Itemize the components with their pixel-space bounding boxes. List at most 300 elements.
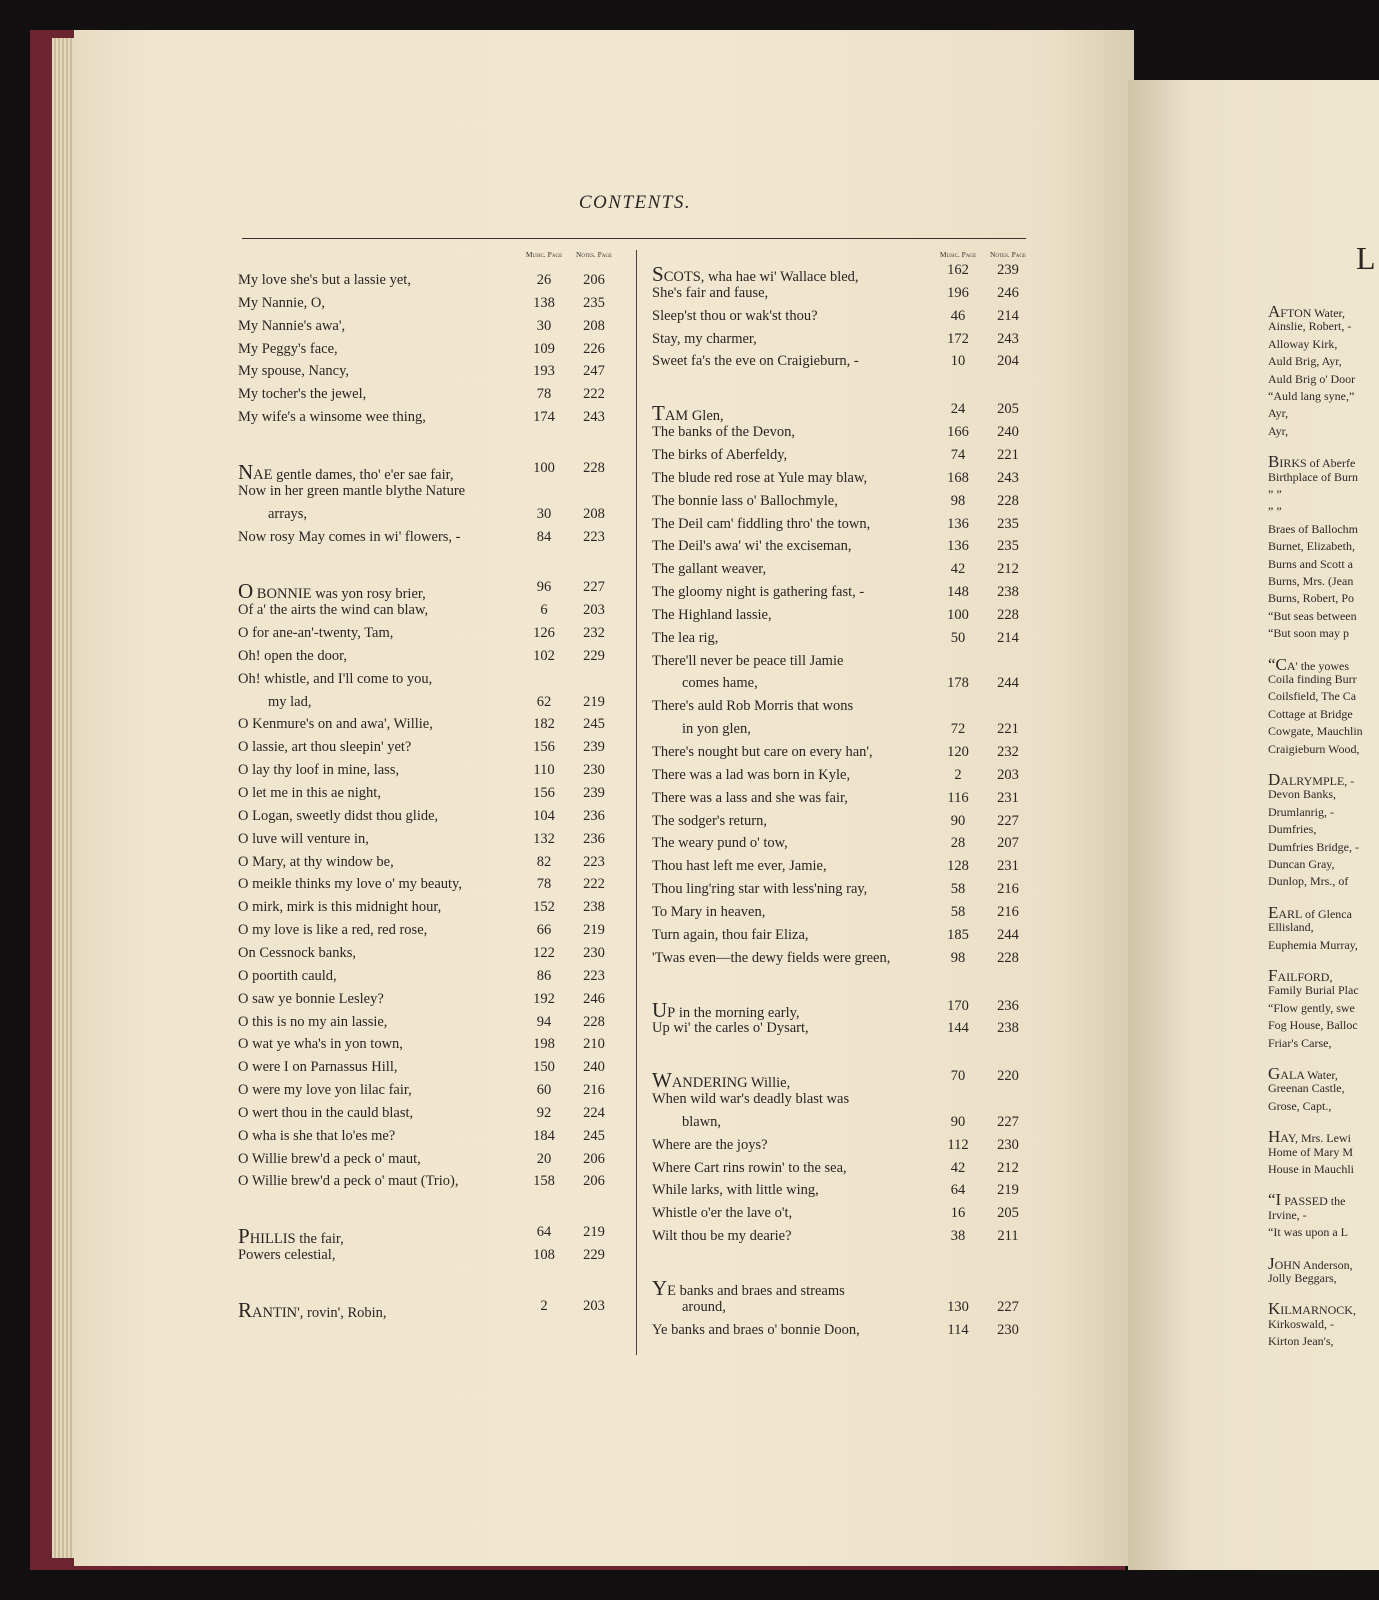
song-title bbox=[652, 813, 767, 830]
index-entry-text: ALRYMPLE, - bbox=[1280, 774, 1355, 788]
music-page-number: 78 bbox=[536, 876, 552, 893]
index-entry-text: “But seas between bbox=[1268, 608, 1357, 623]
index-entry-text: Auld Brig o' Door bbox=[1268, 371, 1356, 386]
index-entry-text: A' the yowes bbox=[1286, 658, 1350, 673]
music-page-number: 90 bbox=[950, 1113, 966, 1130]
contents-row bbox=[652, 1137, 1042, 1160]
index-entry-text: Burns, Robert, Po bbox=[1268, 591, 1355, 606]
index-entry-text: ” ” bbox=[1268, 487, 1282, 501]
title-text: O saw ye bonnie Lesley? bbox=[238, 990, 384, 1007]
contents-row bbox=[652, 950, 1042, 973]
index-entry-text: Fog House, Balloc bbox=[1268, 1018, 1358, 1033]
song-title bbox=[238, 1224, 344, 1249]
notes-page-number: 240 bbox=[997, 424, 1019, 441]
notes-page-number: 203 bbox=[583, 1298, 605, 1314]
song-title bbox=[238, 460, 454, 485]
title-text: My Nannie's awa', bbox=[238, 317, 346, 334]
index-entry-text: Coila finding Burr bbox=[1268, 672, 1357, 686]
index-entry bbox=[1268, 920, 1314, 935]
contents-row bbox=[652, 470, 1042, 493]
notes-page-number: 203 bbox=[583, 602, 605, 619]
music-page-number: 192 bbox=[533, 990, 555, 1007]
song-title bbox=[238, 625, 393, 642]
music-page-number: 78 bbox=[536, 386, 552, 403]
contents-row bbox=[652, 767, 1042, 790]
notes-page-number: 208 bbox=[583, 505, 605, 522]
song-title bbox=[238, 1298, 387, 1323]
index-entry bbox=[1268, 672, 1357, 687]
title-text: While larks, with little wing, bbox=[652, 1182, 819, 1199]
song-title bbox=[652, 790, 848, 807]
song-title bbox=[652, 927, 809, 944]
index-entry bbox=[1268, 1208, 1307, 1223]
title-text: O mirk, mirk is this midnight hour, bbox=[238, 899, 442, 916]
song-title bbox=[238, 739, 411, 756]
notes-page-number: 219 bbox=[583, 693, 605, 710]
index-entry-text: Alloway Kirk, bbox=[1268, 336, 1338, 351]
title-text: O Logan, sweetly didst thou glide, bbox=[238, 807, 439, 824]
song-title bbox=[652, 1160, 847, 1177]
notes-page-number: 206 bbox=[583, 1150, 605, 1167]
title-text: The blude red rose at Yule may blaw, bbox=[652, 469, 868, 486]
contents-row bbox=[652, 1182, 1042, 1205]
index-entry-text: Kirton Jean's, bbox=[1268, 1334, 1334, 1349]
title-text: To Mary in heaven, bbox=[652, 903, 766, 920]
small-caps-word: E bbox=[667, 1283, 677, 1299]
title-text: gentle dames, tho' e'er sae fair, bbox=[272, 466, 454, 483]
notes-page-number: 221 bbox=[997, 446, 1019, 463]
index-entry-text: OHN Anderson, bbox=[1274, 1257, 1353, 1272]
music-page-number: 104 bbox=[533, 807, 555, 824]
contents-row bbox=[238, 295, 628, 318]
music-page-header: Music. Page bbox=[939, 250, 977, 259]
contents-row bbox=[238, 808, 628, 831]
contents-row bbox=[238, 694, 628, 717]
index-entry bbox=[1268, 707, 1353, 722]
song-title bbox=[652, 331, 757, 348]
title-text: O wha is she that lo'es me? bbox=[238, 1127, 396, 1144]
notes-page-number: 203 bbox=[997, 766, 1019, 783]
notes-page-number: 240 bbox=[583, 1059, 605, 1076]
title-text: the fair, bbox=[295, 1231, 344, 1248]
initial-capital: D bbox=[1268, 770, 1281, 789]
contents-row bbox=[238, 785, 628, 808]
notes-page-number: 216 bbox=[997, 903, 1019, 920]
music-page-number: 114 bbox=[947, 1321, 969, 1338]
title-text: Whistle o'er the lave o't, bbox=[652, 1205, 793, 1222]
index-entry bbox=[1268, 574, 1353, 589]
notes-page-number: 205 bbox=[997, 401, 1019, 418]
notes-page-header: Notes. Page bbox=[575, 250, 613, 259]
notes-page-number: 208 bbox=[583, 317, 605, 334]
index-entry bbox=[1268, 1317, 1334, 1332]
contents-row bbox=[652, 630, 1042, 653]
title-text: Where are the joys? bbox=[652, 1136, 768, 1153]
music-page-number: 20 bbox=[536, 1150, 552, 1167]
index-entry bbox=[1268, 522, 1358, 537]
index-entry-text: Burns and Scott a bbox=[1268, 556, 1353, 571]
title-text: in yon glen, bbox=[682, 721, 751, 738]
title-text: , rovin', Robin, bbox=[299, 1305, 387, 1321]
initial-capital: S bbox=[652, 262, 664, 286]
music-page-number: 6 bbox=[540, 602, 548, 619]
title-text: O wat ye wha's in yon town, bbox=[238, 1036, 403, 1053]
notes-page-number: 245 bbox=[583, 1127, 605, 1144]
song-title bbox=[238, 529, 461, 546]
song-title bbox=[652, 561, 766, 578]
notes-page-number: 223 bbox=[583, 528, 605, 545]
notes-page-number: 229 bbox=[583, 647, 605, 664]
index-entry bbox=[1268, 372, 1355, 387]
index-entry-text: Euphemia Murray, bbox=[1268, 937, 1358, 952]
initial-capital: U bbox=[652, 997, 668, 1022]
music-page-number: 100 bbox=[947, 606, 969, 623]
song-title bbox=[238, 671, 432, 688]
notes-page-number: 236 bbox=[583, 830, 605, 847]
small-caps-word: COTS bbox=[663, 269, 701, 285]
contents-row bbox=[238, 945, 628, 968]
music-page-number: 86 bbox=[536, 967, 552, 984]
contents-row bbox=[238, 341, 628, 364]
contents-row bbox=[652, 813, 1042, 836]
music-page-number: 170 bbox=[947, 997, 969, 1014]
notes-page-number: 223 bbox=[583, 967, 605, 984]
notes-page-number: 207 bbox=[997, 835, 1019, 852]
contents-row bbox=[238, 460, 628, 483]
music-page-number: 196 bbox=[947, 284, 969, 301]
music-page-number: 168 bbox=[947, 469, 969, 486]
contents-row bbox=[238, 1128, 628, 1151]
notes-page-number: 243 bbox=[997, 330, 1019, 347]
song-title bbox=[652, 767, 850, 784]
contents-row bbox=[652, 401, 1042, 424]
contents-row bbox=[238, 1173, 628, 1196]
initial-capital: W bbox=[652, 1068, 672, 1093]
song-title bbox=[652, 401, 724, 426]
music-page-number: 156 bbox=[533, 785, 555, 801]
title-text: There was a lad was born in Kyle, bbox=[652, 766, 851, 783]
contents-row bbox=[238, 648, 628, 671]
title-text: There was a lass and she was fair, bbox=[652, 789, 848, 806]
notes-page-number: 238 bbox=[583, 899, 605, 916]
song-title bbox=[652, 630, 718, 647]
contents-row bbox=[238, 762, 628, 785]
title-text: was yon rosy brier, bbox=[311, 586, 426, 603]
contents-row bbox=[238, 409, 628, 432]
notes-page-number: 227 bbox=[583, 579, 605, 596]
music-page-number: 166 bbox=[947, 424, 969, 441]
title-text: Where Cart rins rowin' to the sea, bbox=[652, 1159, 847, 1176]
index-entry bbox=[1268, 1162, 1354, 1177]
music-page-number: 100 bbox=[533, 459, 555, 476]
music-page-number: 174 bbox=[533, 409, 555, 426]
index-entry-text: “But soon may p bbox=[1268, 626, 1349, 641]
title-text: O poortith cauld, bbox=[238, 967, 337, 984]
index-entry bbox=[1268, 424, 1288, 439]
song-title bbox=[238, 1173, 459, 1190]
contents-row bbox=[238, 386, 628, 409]
notes-page-number: 226 bbox=[583, 340, 605, 357]
title-text: Now in her green mantle blythe Nature bbox=[238, 482, 466, 499]
song-title bbox=[652, 881, 867, 898]
index-entry bbox=[1268, 1001, 1355, 1016]
notes-page-number: 231 bbox=[997, 789, 1019, 806]
title-text: around, bbox=[682, 1298, 726, 1315]
contents-row bbox=[652, 538, 1042, 561]
index-entry bbox=[1268, 1081, 1345, 1096]
music-page-number: 178 bbox=[947, 675, 969, 692]
title-text: My wife's a winsome wee thing, bbox=[238, 409, 426, 426]
song-title bbox=[238, 716, 433, 733]
index-entry-text: Drumlanrig, - bbox=[1268, 804, 1334, 819]
song-title bbox=[238, 1247, 335, 1264]
index-entry-text: Ellisland, bbox=[1268, 920, 1314, 935]
title-text: The Highland lassie, bbox=[652, 606, 772, 623]
contents-row bbox=[652, 285, 1042, 308]
song-title bbox=[652, 493, 838, 510]
contents-row bbox=[238, 1014, 628, 1037]
index-entry bbox=[1268, 822, 1316, 837]
contents-row bbox=[652, 584, 1042, 607]
notes-page-number: 236 bbox=[583, 807, 605, 824]
notes-page-number: 219 bbox=[997, 1182, 1019, 1199]
title-text: She's fair and fause, bbox=[652, 284, 769, 301]
initial-capital: P bbox=[238, 1224, 250, 1249]
music-page-number: 70 bbox=[950, 1068, 966, 1085]
music-page-number: 64 bbox=[950, 1182, 966, 1199]
title-text: O wert thou in the cauld blast, bbox=[238, 1104, 414, 1121]
music-page-number: 30 bbox=[536, 505, 552, 522]
initial-capital: “I bbox=[1268, 1190, 1282, 1210]
notes-page-number: 219 bbox=[583, 922, 605, 939]
title-text: When wild war's deadly blast was bbox=[652, 1091, 850, 1108]
song-title bbox=[238, 363, 349, 380]
index-entry bbox=[1268, 1018, 1358, 1033]
notes-page-number: 230 bbox=[997, 1136, 1019, 1153]
notes-page-number: 214 bbox=[997, 307, 1019, 324]
title-text: My love she's but a lassie yet, bbox=[238, 272, 411, 288]
song-title bbox=[268, 506, 307, 523]
initial-capital: J bbox=[1268, 1253, 1275, 1273]
music-page-number: 66 bbox=[536, 922, 552, 939]
contents-row bbox=[652, 1276, 1042, 1299]
song-title bbox=[238, 318, 345, 335]
music-page-number: 42 bbox=[950, 561, 966, 578]
notes-page-number: 221 bbox=[997, 721, 1019, 738]
notes-page-number: 204 bbox=[997, 353, 1019, 370]
song-title bbox=[652, 1276, 845, 1301]
music-page-number: 64 bbox=[536, 1224, 552, 1241]
song-title bbox=[238, 831, 369, 848]
contents-row bbox=[652, 698, 1042, 721]
contents-row bbox=[652, 1228, 1042, 1251]
song-title bbox=[652, 950, 890, 967]
title-text: The lea rig, bbox=[652, 629, 719, 646]
music-page-number: 58 bbox=[950, 903, 966, 920]
notes-page-number: 227 bbox=[997, 812, 1019, 829]
music-page-number: 96 bbox=[536, 579, 552, 596]
initial-capital: B bbox=[1268, 452, 1280, 472]
song-title bbox=[652, 904, 765, 921]
notes-page-number: 205 bbox=[997, 1205, 1019, 1222]
music-page-number: 138 bbox=[533, 294, 555, 311]
notes-page-number: 206 bbox=[583, 1173, 605, 1190]
notes-page-number: 236 bbox=[997, 997, 1019, 1014]
index-entry bbox=[1268, 539, 1355, 554]
index-entry-text: Dumfries, bbox=[1268, 822, 1317, 837]
song-title bbox=[238, 899, 441, 916]
initial-capital: A bbox=[1268, 302, 1281, 321]
music-page-number: 42 bbox=[950, 1159, 966, 1176]
index-entry-text: Cottage at Bridge bbox=[1268, 706, 1353, 721]
contents-row bbox=[238, 602, 628, 625]
title-text: There's nought but care on every han', bbox=[652, 744, 873, 760]
title-text: Of a' the airts the wind can blaw, bbox=[238, 602, 429, 619]
contents-row bbox=[652, 1068, 1042, 1091]
title-text: Wilt thou be my dearie? bbox=[652, 1228, 792, 1245]
contents-row bbox=[652, 1114, 1042, 1137]
contents-row bbox=[238, 529, 628, 552]
index-entry-text: AILFORD, bbox=[1277, 970, 1333, 984]
title-text: O luve will venture in, bbox=[238, 830, 369, 847]
index-entry-text: Birthplace of Burn bbox=[1268, 469, 1358, 484]
song-title bbox=[238, 1082, 412, 1099]
title-text: my lad, bbox=[268, 693, 312, 710]
title-text: O let me in this ae night, bbox=[238, 785, 381, 801]
music-page-number: 62 bbox=[536, 693, 552, 710]
notes-page-number: 230 bbox=[583, 944, 605, 961]
music-page-number: 112 bbox=[947, 1136, 969, 1153]
song-title bbox=[238, 1036, 403, 1053]
notes-page-number: 227 bbox=[997, 1298, 1019, 1315]
song-title bbox=[238, 341, 338, 358]
contents-row bbox=[238, 1247, 628, 1270]
song-title bbox=[652, 538, 852, 555]
notes-page-number: 238 bbox=[997, 1020, 1019, 1037]
index-entry-text: Braes of Ballochm bbox=[1268, 521, 1358, 536]
song-title bbox=[238, 386, 366, 403]
contents-row bbox=[238, 1082, 628, 1105]
notes-page-number: 224 bbox=[583, 1104, 605, 1121]
index-entry-text: Ainslie, Robert, - bbox=[1268, 319, 1352, 334]
music-page-number: 156 bbox=[533, 739, 555, 756]
music-page-number: 185 bbox=[947, 926, 969, 943]
song-title bbox=[652, 308, 818, 325]
notes-page-number: 244 bbox=[997, 675, 1019, 692]
contents-row bbox=[238, 1298, 628, 1321]
initial-capital: E bbox=[1268, 902, 1279, 922]
index-entry bbox=[1268, 1036, 1331, 1051]
contents-row bbox=[652, 493, 1042, 516]
index-entry-text: Cowgate, Mauchlin bbox=[1268, 724, 1363, 739]
index-entry-text: Coilsfield, The Ca bbox=[1268, 689, 1357, 704]
title-text: O Kenmure's on and awa', Willie, bbox=[238, 716, 433, 733]
music-page-number: 84 bbox=[536, 528, 552, 545]
index-entry-text: Burnet, Elizabeth, bbox=[1268, 539, 1355, 554]
music-page-number: 193 bbox=[533, 363, 555, 380]
music-page-number: 2 bbox=[954, 766, 962, 783]
contents-row bbox=[238, 899, 628, 922]
title-text: Sweet fa's the eve on Craigieburn, - bbox=[652, 353, 859, 370]
title-text: Oh! whistle, and I'll come to you, bbox=[238, 670, 433, 687]
notes-page-number: 246 bbox=[997, 284, 1019, 301]
small-caps-word: AE bbox=[253, 466, 273, 483]
song-title bbox=[238, 409, 426, 426]
title-text: The birks of Aberfeldy, bbox=[652, 446, 788, 463]
music-page-number: 126 bbox=[533, 625, 555, 642]
music-page-number: 102 bbox=[533, 647, 555, 664]
contents-row bbox=[238, 716, 628, 739]
song-title bbox=[238, 579, 426, 604]
music-page-number: 58 bbox=[950, 881, 966, 898]
index-entry-text: ARL of Glenca bbox=[1278, 906, 1352, 921]
title-text: O Willie brew'd a peck o' maut, bbox=[238, 1150, 421, 1167]
index-entry bbox=[1268, 487, 1282, 502]
notes-page-number: 246 bbox=[583, 990, 605, 1007]
index-entry bbox=[1268, 319, 1351, 334]
song-title bbox=[652, 1322, 860, 1339]
notes-page-number: 235 bbox=[997, 538, 1019, 555]
contents-row bbox=[238, 1151, 628, 1174]
contents-row bbox=[238, 1224, 628, 1247]
contents-row bbox=[238, 854, 628, 877]
song-title bbox=[652, 516, 870, 533]
title-text: My tocher's the jewel, bbox=[238, 386, 367, 403]
notes-page-number: 235 bbox=[583, 294, 605, 311]
initial-capital: T bbox=[652, 401, 665, 426]
music-page-number: 116 bbox=[947, 789, 969, 806]
index-entry bbox=[1268, 1099, 1331, 1114]
index-entry bbox=[1268, 724, 1363, 739]
index-entry-text: Friar's Carse, bbox=[1268, 1035, 1332, 1050]
title-text: The banks of the Devon, bbox=[652, 424, 795, 441]
title-text: Up wi' the carles o' Dysart, bbox=[652, 1020, 809, 1037]
notes-page-number: 243 bbox=[997, 469, 1019, 486]
title-text: There's auld Rob Morris that wons bbox=[652, 698, 854, 715]
title-text: arrays, bbox=[268, 505, 308, 522]
music-page-number: 2 bbox=[540, 1298, 548, 1314]
small-caps-word: AM bbox=[664, 408, 689, 425]
music-page-number: 120 bbox=[947, 744, 969, 760]
initial-capital: “C bbox=[1268, 654, 1287, 674]
initial-capital: H bbox=[1268, 1127, 1281, 1147]
index-entry bbox=[1268, 840, 1359, 855]
notes-page-number: 230 bbox=[583, 762, 605, 779]
song-title bbox=[652, 285, 768, 302]
notes-page-number: 228 bbox=[997, 492, 1019, 509]
index-entry bbox=[1268, 983, 1359, 998]
title-text: The Deil cam' fiddling thro' the town, bbox=[652, 515, 871, 532]
contents-row bbox=[652, 1160, 1042, 1183]
index-entry-text: Kirkoswald, - bbox=[1268, 1316, 1334, 1331]
music-page-number: 46 bbox=[950, 307, 966, 324]
contents-row bbox=[652, 516, 1042, 539]
notes-page-number: 245 bbox=[583, 716, 605, 733]
song-title bbox=[682, 675, 758, 692]
contents-row bbox=[652, 424, 1042, 447]
notes-page-number: 227 bbox=[997, 1113, 1019, 1130]
song-title bbox=[652, 1020, 809, 1037]
music-page-number: 109 bbox=[533, 340, 555, 357]
music-page-number: 108 bbox=[533, 1247, 555, 1264]
index-entry bbox=[1268, 689, 1356, 704]
contents-row bbox=[238, 1036, 628, 1059]
title-text: Stay, my charmer, bbox=[652, 330, 757, 347]
contents-row bbox=[652, 331, 1042, 354]
music-page-number: 50 bbox=[950, 629, 966, 646]
music-page-number: 10 bbox=[950, 353, 966, 370]
notes-page-number: 243 bbox=[583, 409, 605, 426]
